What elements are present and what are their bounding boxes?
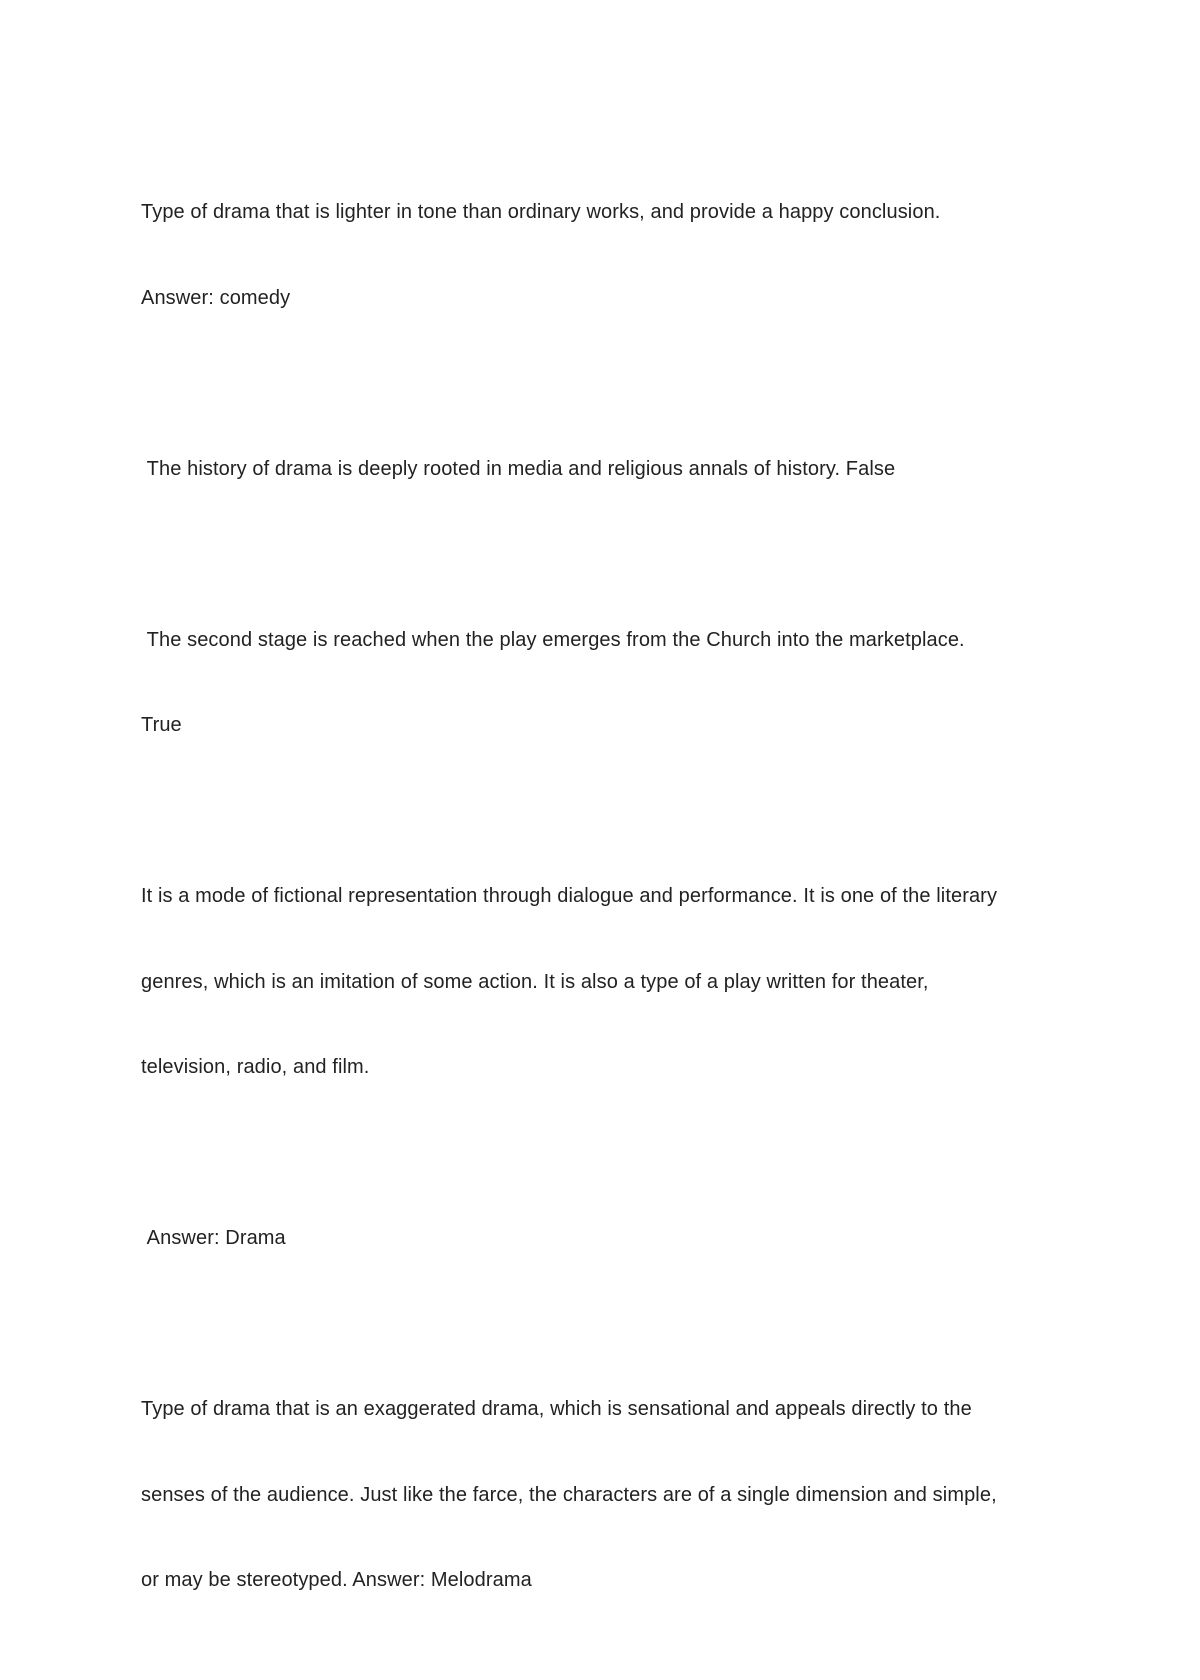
text-line: The second stage is reached when the play emerges from the Church into the marketplace. — [141, 628, 965, 651]
text-line: Answer: comedy — [141, 286, 291, 309]
text-line: or may be stereotyped. Answer: Melodrama — [141, 1569, 532, 1591]
paragraph-comedy-question — [141, 141, 1071, 369]
paragraph-melodrama-question — [141, 1338, 1071, 1652]
text-line: The history of drama is deeply rooted in media and religious annals of history. False — [141, 457, 896, 480]
paragraph-history-statement — [141, 398, 1071, 541]
text-line: Answer: Drama — [141, 1227, 286, 1249]
text-line: Type of drama that is lighter in tone than ordinary works, and provide a happy conclusion. — [141, 201, 941, 223]
text-line: It is a mode of fictional representation through dialogue and performance. It is one of the literary — [141, 885, 998, 907]
text-line: genres, which is an imitation of some action. It is also a type of a play written for theater, — [141, 970, 929, 993]
paragraph-second-stage-statement — [141, 569, 1071, 797]
document-body — [141, 141, 1071, 1680]
text-line: True — [141, 714, 182, 736]
text-line: senses of the audience. Just like the farce, the characters are of a single dimension and simple, — [141, 1483, 997, 1506]
text-line: Type of drama that is an exaggerated drama, which is sensational and appeals directly to the — [141, 1398, 972, 1420]
paragraph-drama-answer — [141, 1167, 1071, 1310]
paragraph-drama-definition — [141, 825, 1071, 1139]
text-line: television, radio, and film. — [141, 1056, 370, 1078]
